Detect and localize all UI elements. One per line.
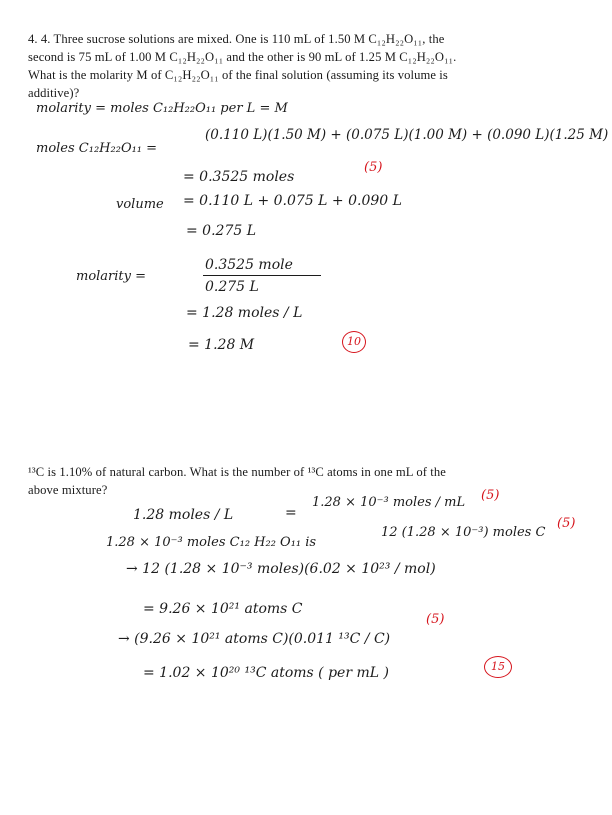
c13-calculation: → (9.26 × 10²¹ atoms C)(0.011 ¹³C / C) — [118, 631, 391, 647]
fraction-bar — [203, 275, 321, 276]
concentration-moles-per-l: 1.28 moles / L — [133, 507, 234, 523]
carbon-atoms-result: = 9.26 × 10²¹ atoms C — [143, 601, 303, 617]
molarity-result-m: = 1.28 M — [188, 337, 255, 353]
problem-2-line-2: above mixture? — [28, 483, 108, 497]
problem-1-line-1: 4. 4. Three sucrose solutions are mixed. One is 110 mL of 1.50 M C₁₂H₂₂O₁₁, the — [28, 32, 445, 46]
score-5-moles: (5) — [364, 160, 383, 175]
molarity-label: molarity = — [76, 269, 147, 284]
c13-final-answer: = 1.02 × 10²⁰ ¹³C atoms ( per mL ) — [143, 665, 389, 681]
volume-label: volume — [116, 197, 164, 212]
score-15-circled: 15 — [484, 656, 512, 678]
concentration-moles-per-ml: 1.28 × 10⁻³ moles / mL — [312, 495, 466, 510]
moles-label: moles C₁₂H₂₂O₁₁ = — [36, 141, 158, 156]
volume-expression: = 0.110 L + 0.075 L + 0.090 L — [183, 193, 402, 209]
moles-result: = 0.3525 moles — [183, 169, 295, 185]
carbon-moles: 12 (1.28 × 10⁻³) moles C — [381, 525, 546, 540]
molarity-numerator: 0.3525 mole — [205, 257, 293, 273]
score-5-conversion: (5) — [481, 488, 500, 503]
molarity-result-moles-per-l: = 1.28 moles / L — [186, 305, 303, 321]
score-10-circled: 10 — [342, 331, 366, 353]
molarity-denominator: 0.275 L — [205, 279, 259, 295]
score-5-carbon: (5) — [557, 516, 576, 531]
sucrose-moles-statement: 1.28 × 10⁻³ moles C₁₂ H₂₂ O₁₁ is — [106, 535, 317, 550]
molarity-definition: molarity = moles C₁₂H₂₂O₁₁ per L = M — [36, 101, 288, 116]
problem-1-line-3: What is the molarity M of C₁₂H₂₂O₁₁ of the final solution (assuming its volume is — [28, 68, 448, 82]
problem-1-line-2: second is 75 mL of 1.00 M C₁₂H₂₂O₁₁ and the other is 90 mL of 1.25 M C₁₂H₂₂O₁₁. — [28, 50, 457, 64]
moles-expression: (0.110 L)(1.50 M) + (0.075 L)(1.00 M) + (0.090 L)(1.25 M) — [205, 127, 609, 143]
problem-2-line-1: ¹³C is 1.10% of natural carbon. What is the number of ¹³C atoms in one mL of the — [28, 465, 446, 479]
problem-1-line-4: additive)? — [28, 86, 80, 100]
carbon-atoms-calculation: → 12 (1.28 × 10⁻³ moles)(6.02 × 10²³ / mol) — [126, 561, 436, 577]
equals-sign: = — [285, 505, 297, 521]
score-5-c13: (5) — [426, 612, 445, 627]
volume-result: = 0.275 L — [186, 223, 257, 239]
